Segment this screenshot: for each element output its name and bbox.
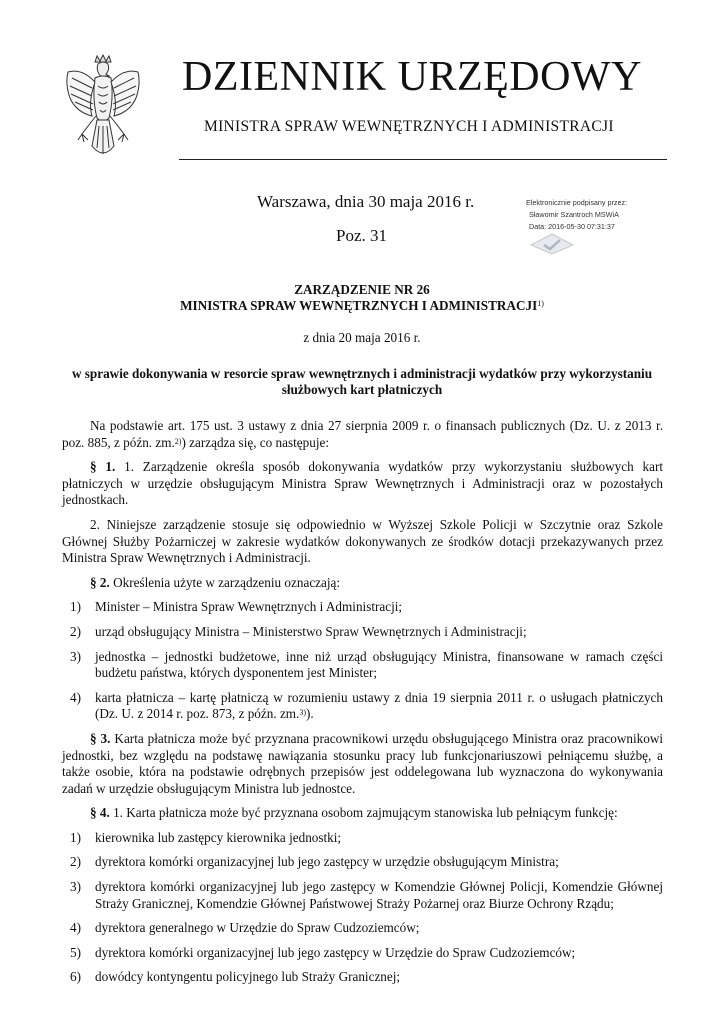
list-item-text: karta płatnicza – kartę płatniczą w rozumieniu ustawy z dnia 19 sierpnia 2011 r. o usługach płatniczych (Dz. U. z 2014 r. poz. 873, z późn. zm. bbox=[95, 689, 663, 722]
section-4-intro bbox=[62, 805, 663, 822]
section-3-text: Karta płatnicza może być przyznana pracownikowi urzędu obsługującego Ministra oraz pracownikowi jednostki, bez względu na podstawę nawiązania stosunku pracy lub funkcjonariuszowi pełniącemu służbę, a także osobie, która na podstawie odrębnych przepisów jest oddelegowana lub wyznaczona do wykonywania zadań w urzędzie obsługującym Ministra lub jednostce. bbox=[62, 730, 664, 796]
list-item-number: 2) bbox=[70, 623, 81, 639]
header-divider bbox=[179, 159, 667, 160]
section-1-para-1 bbox=[62, 459, 663, 509]
position-number: Poz. 31 bbox=[336, 226, 387, 245]
list-item-text: kierownika lub zastępcy kierownika jednostki; bbox=[95, 829, 342, 845]
list-item-text-end: ). bbox=[306, 706, 314, 722]
list-item bbox=[62, 690, 663, 723]
list-item bbox=[62, 854, 663, 871]
signature-signer: Sławomir Szantroch MSWiA bbox=[529, 210, 619, 219]
list-item-number: 1) bbox=[70, 599, 81, 615]
section-2-intro-text: Określenia użyte w zarządzeniu oznaczają: bbox=[113, 574, 341, 590]
list-item-text: dyrektora komórki organizacyjnej lub jego zastępcy w Komendzie Głównej Policji, Komendzie Głównej Straży Granicznej, Komendzie Głównej Państwowej Straży Pożarnej oraz Biurze Ochrony Rządu; bbox=[95, 879, 663, 911]
list-item-number: 3) bbox=[70, 648, 81, 664]
section-1-mark: § 1. bbox=[90, 459, 116, 475]
section-1-para-2: 2. Niniejsze zarządzenie stosuje się odpowiednio w Wyższej Szkole Policji w Szczytnie oraz Szkole Głównej Służby Pożarniczej w zakresie wydatków dokonywanych ze środków dotacji przekazywanych przez Ministra Spraw Wewnętrznych i Administracji. bbox=[62, 516, 663, 566]
list-item-number: 6) bbox=[70, 969, 81, 985]
journal-subtitle: MINISTRA SPRAW WEWNĘTRZNYCH I ADMINISTRACJI bbox=[204, 118, 614, 135]
signature-label: Elektronicznie podpisany przez: bbox=[526, 198, 628, 207]
act-issuer bbox=[0, 298, 724, 314]
list-item-text: dyrektora komórki organizacyjnej lub jego zastępcy w urzędzie obsługującym Ministra; bbox=[95, 854, 559, 870]
electronic-signature bbox=[526, 197, 627, 233]
list-item bbox=[62, 599, 663, 616]
list-item-text: dowódcy kontyngentu policyjnego lub Straży Granicznej; bbox=[95, 969, 401, 985]
list-item bbox=[62, 879, 663, 912]
list-item-text: Minister – Ministra Spraw Wewnętrznych i Administracji; bbox=[95, 599, 403, 615]
footnote-ref-3: 3) bbox=[299, 708, 307, 718]
list-item bbox=[62, 969, 663, 986]
list-item-number: 4) bbox=[70, 689, 81, 705]
signature-check-icon bbox=[529, 231, 575, 255]
footnote-ref-1: 1) bbox=[537, 299, 544, 308]
section-4-intro-text: 1. Karta płatnicza może być przyznana osobom zajmującym stanowiska lub pełniącym funkcję: bbox=[113, 805, 618, 821]
act-issuer-text: MINISTRA SPRAW WEWNĘTRZNYCH I ADMINISTRACJI bbox=[180, 298, 538, 313]
list-item-text: dyrektora komórki organizacyjnej lub jego zastępcy w Urzędzie do Spraw Cudzoziemców; bbox=[95, 944, 576, 960]
publication-date: Warszawa, dnia 30 maja 2016 r. bbox=[257, 192, 475, 211]
section-2-intro bbox=[62, 575, 663, 592]
list-item-number: 2) bbox=[70, 854, 81, 870]
list-item-number: 1) bbox=[70, 829, 81, 845]
section-4-mark: § 4. bbox=[90, 805, 110, 821]
list-item bbox=[62, 649, 663, 682]
preamble-text: Na podstawie art. 175 ust. 3 ustawy z dnia 27 sierpnia 2009 r. o finansach publicznych (Dz. U. z 2013 r. poz. 885, z późn. zm. bbox=[62, 418, 663, 450]
list-item-text: urząd obsługujący Ministra – Ministerstwo Spraw Wewnętrznych i Administracji; bbox=[95, 623, 527, 639]
list-item bbox=[62, 945, 663, 962]
polish-eagle-icon bbox=[62, 54, 144, 166]
act-subject-line-1: w sprawie dokonywania w resorcie spraw wewnętrznych i administracji wydatków przy wykorzystaniu bbox=[71, 366, 653, 381]
footnote-ref-2: 2) bbox=[174, 436, 182, 446]
list-item-number: 4) bbox=[70, 920, 81, 936]
act-body bbox=[62, 418, 663, 994]
section-3 bbox=[62, 731, 663, 797]
section-1-text-1: 1. Zarządzenie określa sposób dokonywania wydatków przy wykorzystaniu służbowych kart płatniczych w urzędzie obsługującym Ministra Spraw Wewnętrznych i Administracji oraz w pozostałych jednostkach. bbox=[62, 459, 664, 508]
signature-date: Data: 2016-05-30 07:31:37 bbox=[529, 222, 615, 231]
journal-title: DZIENNIK URZĘDOWY bbox=[182, 54, 642, 100]
list-item bbox=[62, 830, 663, 847]
section-2-mark: § 2. bbox=[90, 574, 110, 590]
list-item-number: 3) bbox=[70, 879, 81, 895]
preamble-text-end: ) zarządza się, co następuje: bbox=[181, 434, 330, 450]
act-title: ZARZĄDZENIE NR 26 bbox=[294, 282, 430, 297]
act-subject-line-2: służbowych kart płatniczych bbox=[281, 382, 443, 397]
list-item bbox=[62, 920, 663, 937]
list-item-number: 5) bbox=[70, 944, 81, 960]
list-item-text: jednostka – jednostki budżetowe, inne niż urząd obsługujący Ministra, finansowane w ramach części budżetu państwa, których dysponentem jest Minister; bbox=[95, 648, 663, 681]
section-3-mark: § 3. bbox=[90, 730, 111, 746]
preamble bbox=[62, 418, 663, 451]
act-date: z dnia 20 maja 2016 r. bbox=[303, 330, 421, 345]
list-item-text: dyrektora generalnego w Urzędzie do Spraw Cudzoziemców; bbox=[95, 920, 420, 936]
list-item bbox=[62, 624, 663, 641]
